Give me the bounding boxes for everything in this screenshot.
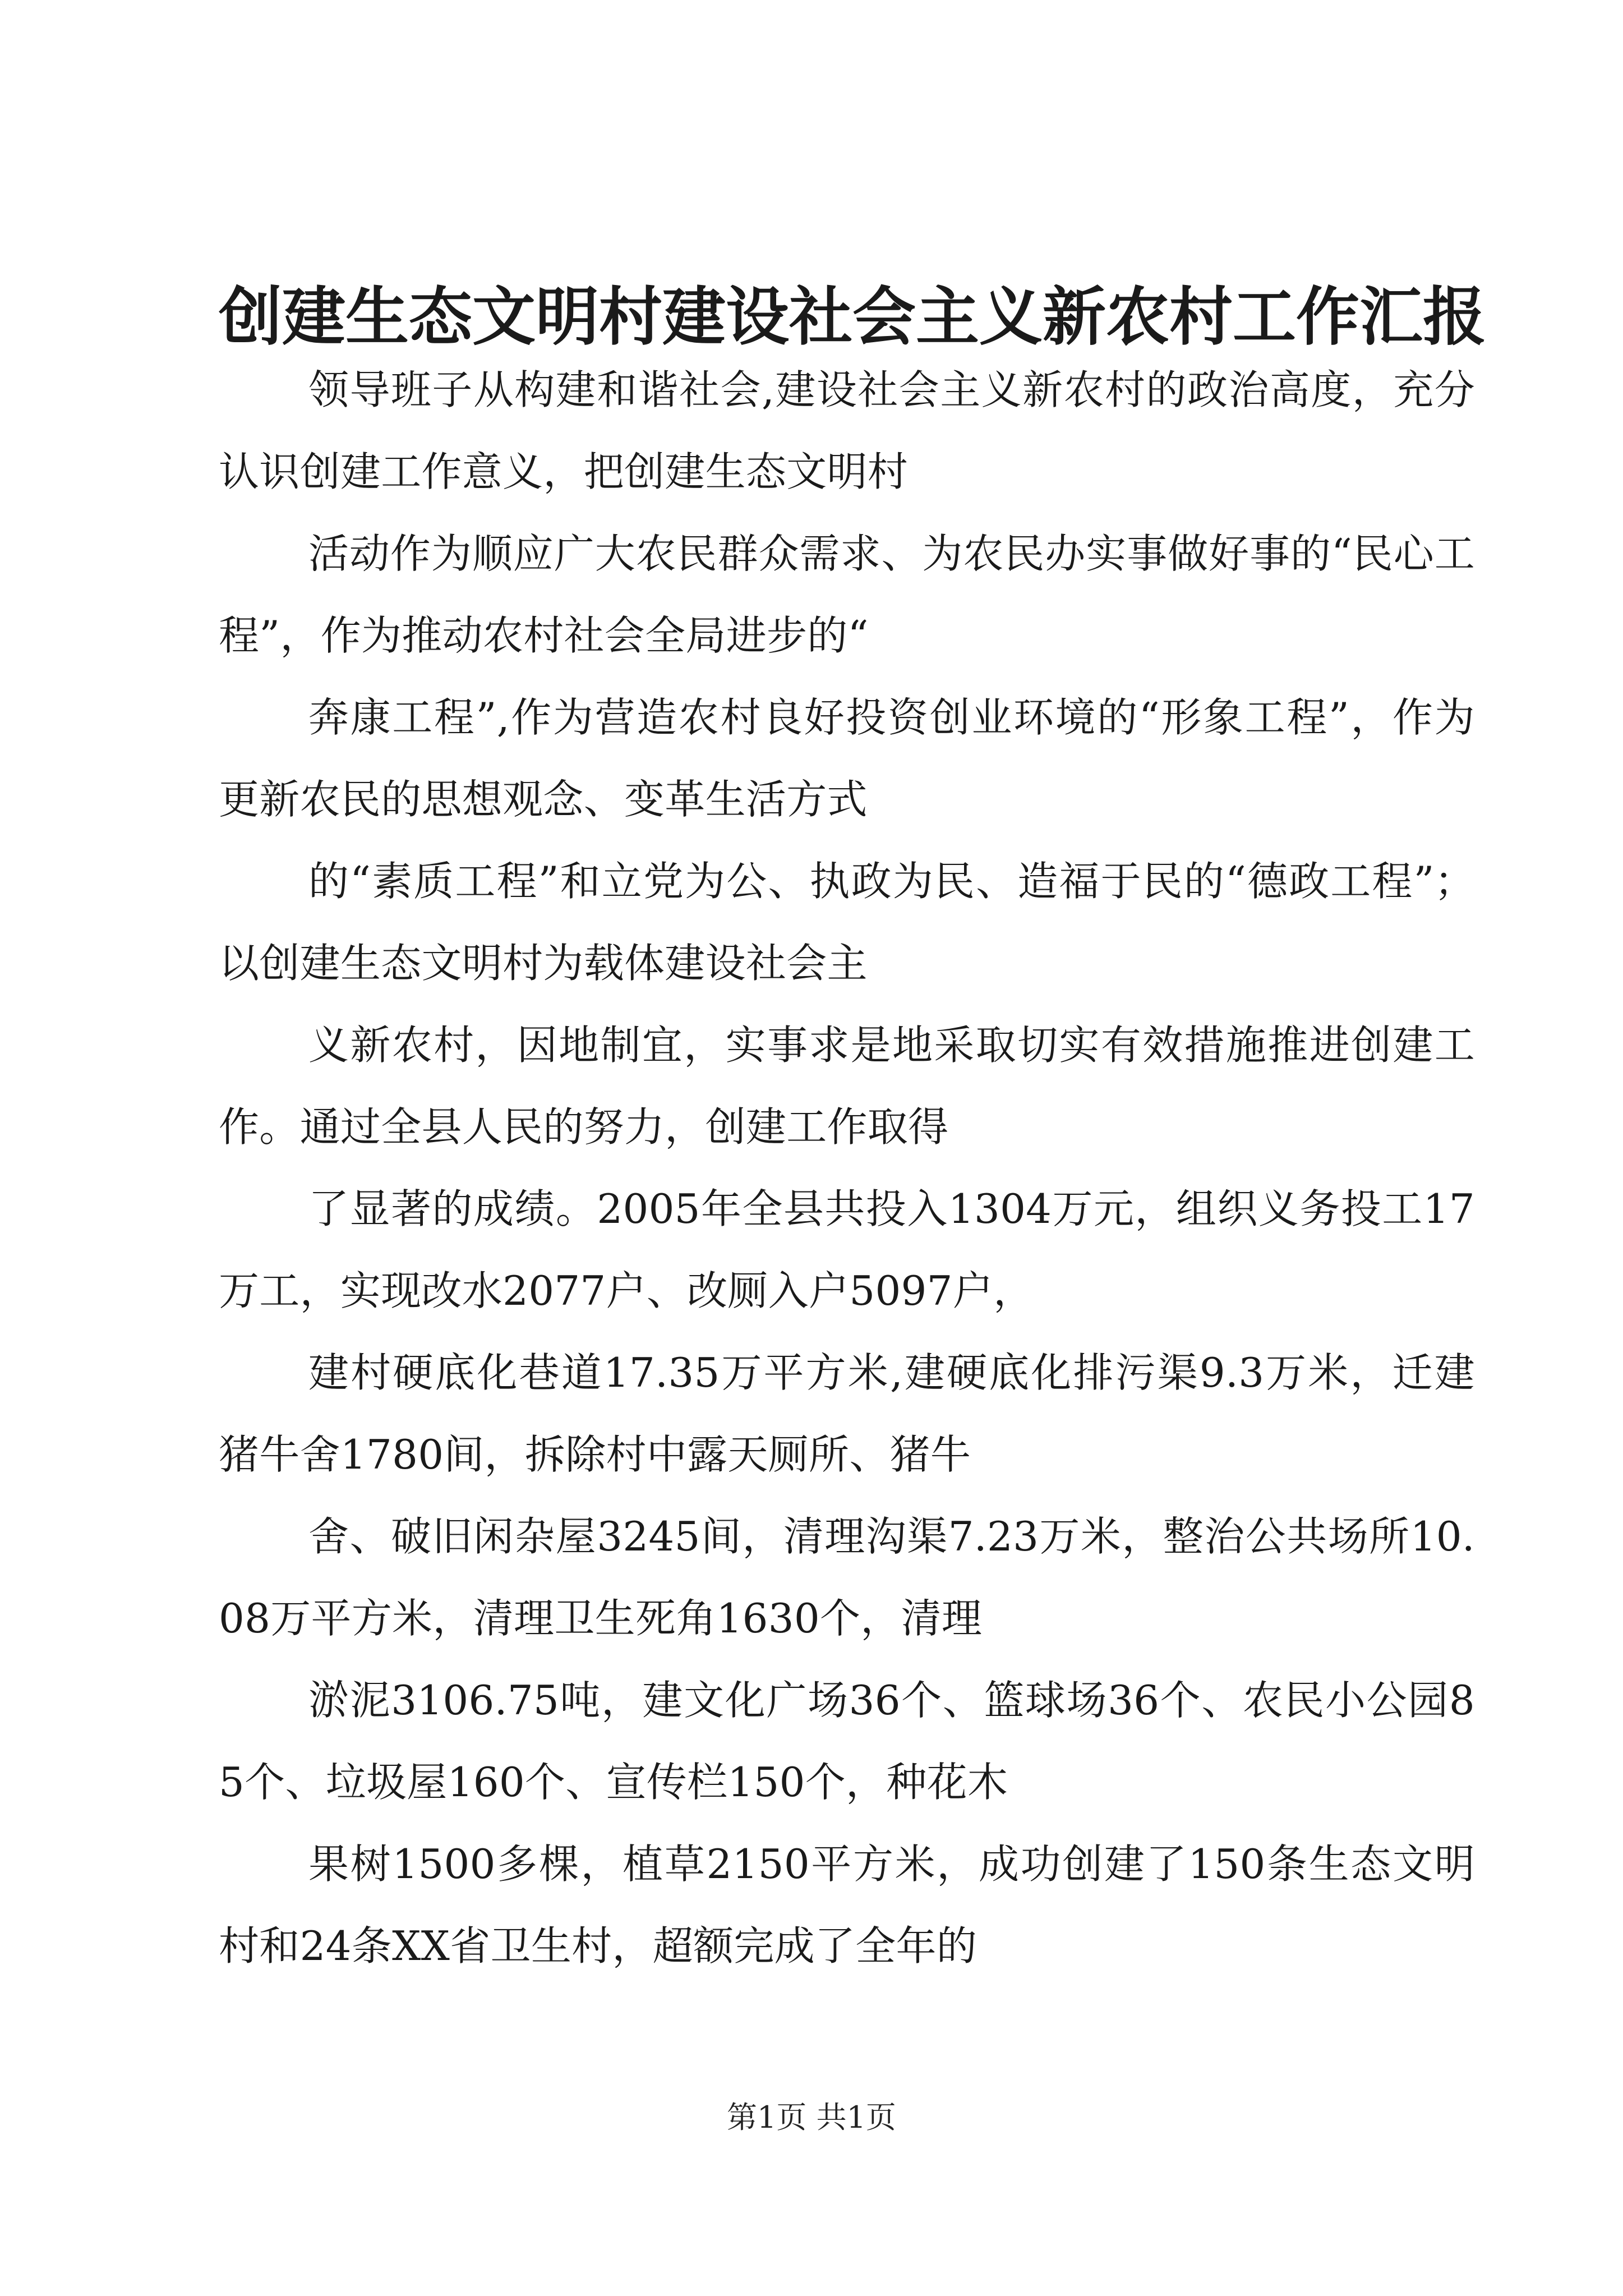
paragraph: 淤泥3106.75吨，建文化广场36个、篮球场36个、农民小公园85个、垃圾屋160个、宣传栏150个，种花木 <box>219 1677 1475 1806</box>
paragraph: 的“素质工程”和立党为公、执政为民、造福于民的“德政工程”；以创建生态文明村为载体建设社会主 <box>219 858 1475 987</box>
paragraph: 建村硬底化巷道17.35万平方米,建硬底化排污渠9.3万米，迁建猪牛舍1780间，拆除村中露天厕所、猪牛 <box>219 1349 1475 1478</box>
document-body <box>219 349 1475 1987</box>
paragraph: 奔康工程”,作为营造农村良好投资创业环境的“形象工程”，作为更新农民的思想观念、变革生活方式 <box>219 694 1475 823</box>
paragraph: 果树1500多棵，植草2150平方米，成功创建了150条生态文明村和24条XX省卫生村，超额完成了全年的 <box>219 1841 1475 1970</box>
paragraph: 舍、破旧闲杂屋3245间，清理沟渠7.23万米，整治公共场所10.08万平方米，清理卫生死角1630个，清理 <box>219 1513 1475 1642</box>
paragraph: 活动作为顺应广大农民群众需求、为农民办实事做好事的“民心工程”，作为推动农村社会全局进步的“ <box>219 530 1475 659</box>
paragraph: 了显著的成绩。2005年全县共投入1304万元，组织义务投工17万工，实现改水2077户、改厕入户5097户， <box>219 1185 1475 1314</box>
document-title: 创建生态文明村建设社会主义新农村工作汇报 <box>219 279 1486 354</box>
page-number-footer: 第1页 共1页 <box>727 2100 896 2135</box>
paragraph: 领导班子从构建和谐社会,建设社会主义新农村的政治高度，充分认识创建工作意义，把创建生态文明村 <box>219 366 1475 495</box>
paragraph: 义新农村，因地制宜，实事求是地采取切实有效措施推进创建工作。通过全县人民的努力，创建工作取得 <box>219 1022 1475 1151</box>
